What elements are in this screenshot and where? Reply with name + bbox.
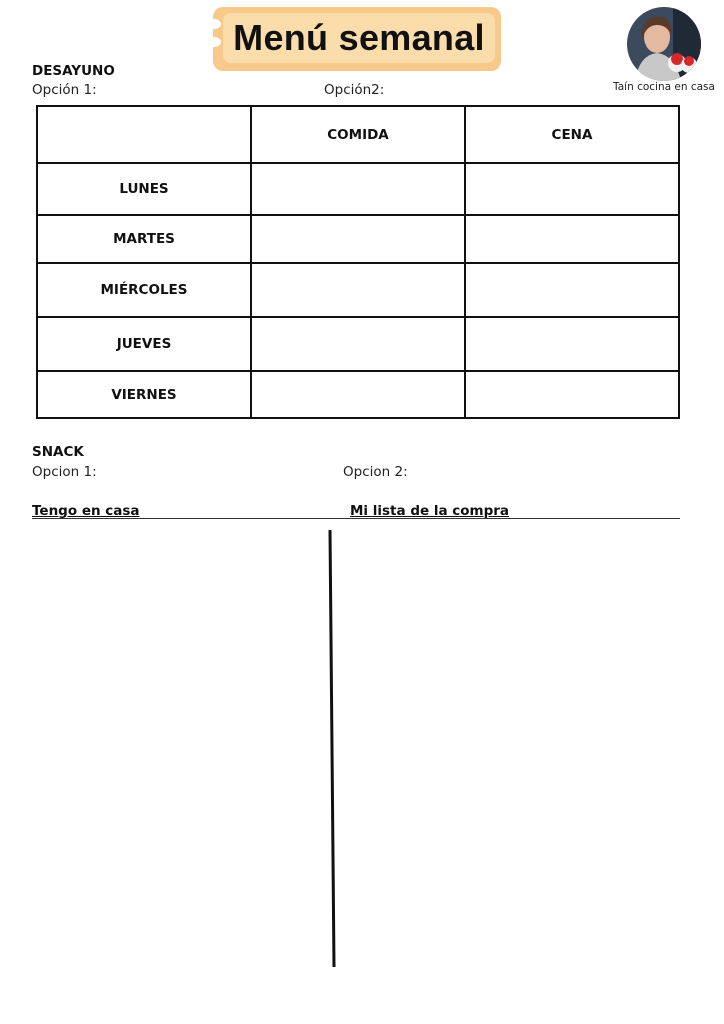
column-header-comida: COMIDA (251, 106, 465, 163)
shopping-list-area[interactable] (342, 525, 680, 970)
day-label-lunes: LUNES (37, 163, 251, 215)
column-header-cena: CENA (465, 106, 679, 163)
day-label-jueves: JUEVES (37, 317, 251, 371)
breakfast-option1-label: Opción 1: (32, 82, 97, 98)
snack-option2-label: Opcion 2: (343, 464, 408, 480)
at-home-list-area[interactable] (32, 525, 324, 970)
snack-heading: SNACK (32, 444, 84, 460)
author-caption: Taín cocina en casa (613, 81, 715, 93)
page-title: Menú semanal (233, 17, 485, 58)
snack-option1-label: Opcion 1: (32, 464, 97, 480)
at-home-list-heading: Tengo en casa (32, 503, 140, 519)
day-label-miercoles: MIÉRCOLES (37, 263, 251, 317)
breakfast-heading: DESAYUNO (32, 63, 115, 79)
breakfast-option2-label: Opción2: (324, 82, 385, 98)
day-label-martes: MARTES (37, 215, 251, 263)
day-label-viernes: VIERNES (37, 371, 251, 418)
shopping-list-heading: Mi lista de la compra (350, 503, 510, 519)
